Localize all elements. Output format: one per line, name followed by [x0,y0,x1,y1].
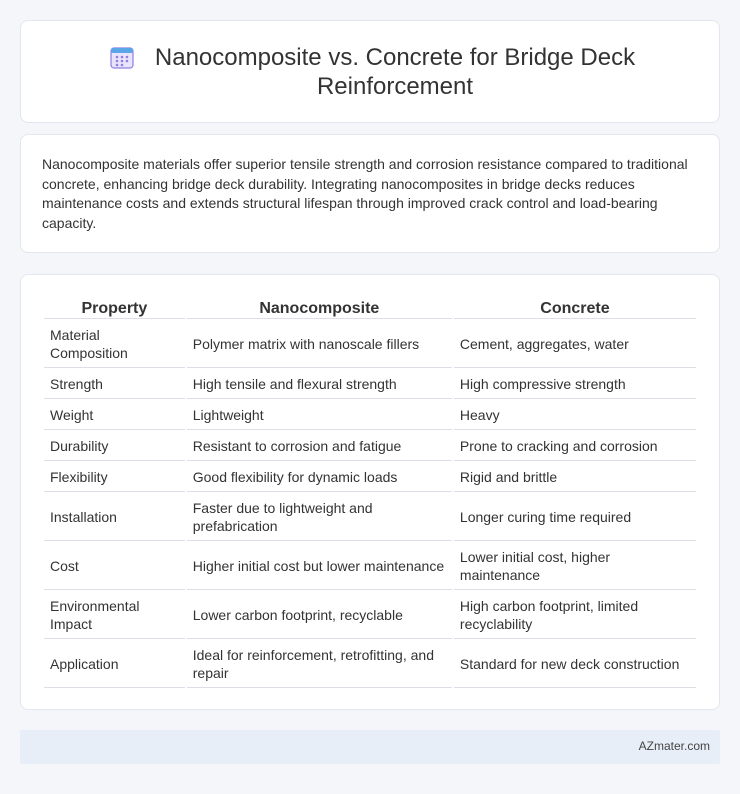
table-cell-nanocomposite: Polymer matrix with nanoscale fillers [187,321,452,368]
table-cell-nanocomposite: High tensile and flexural strength [187,370,452,399]
header-nanocomposite: Nanocomposite [187,297,452,319]
summary-card [20,134,720,253]
table-cell-concrete: Cement, aggregates, water [454,321,696,368]
table-cell-concrete: High carbon footprint, limited recyclability [454,592,696,639]
header-concrete: Concrete [454,297,696,319]
table-cell-nanocomposite: Lower carbon footprint, recyclable [187,592,452,639]
footer-brand[interactable]: AZmater.com [638,739,710,753]
table-cell-nanocomposite: Good flexibility for dynamic loads [187,463,452,492]
header-property: Property [44,297,185,319]
table-row [44,592,696,639]
table-row [44,543,696,590]
table-cell-property: Application [44,641,185,688]
table-cell-nanocomposite: Faster due to lightweight and prefabrication [187,494,452,541]
title-card [20,20,720,123]
table-row [44,370,696,399]
table-cell-property: Durability [44,432,185,461]
page-title: Nanocomposite vs. Concrete for Bridge Deck Reinforcement [154,44,636,100]
table-header-row [44,297,696,319]
summary-text: Nanocomposite materials offer superior tensile strength and corrosion resistance compared to traditional concrete, enhancing bridge deck durability. Integrating nanocomposites in bridge decks reduces maintenance costs and extends structural lifespan through improved crack control and load-bearing capacity. [42,156,688,231]
table-cell-nanocomposite: Lightweight [187,401,452,430]
table-row [44,321,696,368]
table-cell-concrete: Heavy [454,401,696,430]
table-cell-nanocomposite: Higher initial cost but lower maintenance [187,543,452,590]
table-cell-property: Environmental Impact [44,592,185,639]
table-row [44,463,696,492]
table-row [44,432,696,461]
table-cell-property: Installation [44,494,185,541]
table-cell-nanocomposite: Ideal for reinforcement, retrofitting, and repair [187,641,452,688]
table-cell-concrete: Lower initial cost, higher maintenance [454,543,696,590]
comparison-table [42,295,698,690]
comparison-table-card [20,274,720,710]
table-cell-property: Material Composition [44,321,185,368]
table-cell-property: Cost [44,543,185,590]
table-cell-concrete: Rigid and brittle [454,463,696,492]
table-row [44,641,696,688]
table-cell-property: Strength [44,370,185,399]
table-cell-concrete: Standard for new deck construction [454,641,696,688]
table-cell-concrete: Longer curing time required [454,494,696,541]
table-cell-concrete: Prone to cracking and corrosion [454,432,696,461]
table-row [44,401,696,430]
table-row [44,494,696,541]
table-cell-nanocomposite: Resistant to corrosion and fatigue [187,432,452,461]
table-cell-property: Weight [44,401,185,430]
footer [20,730,720,764]
table-cell-property: Flexibility [44,463,185,492]
table-cell-concrete: High compressive strength [454,370,696,399]
